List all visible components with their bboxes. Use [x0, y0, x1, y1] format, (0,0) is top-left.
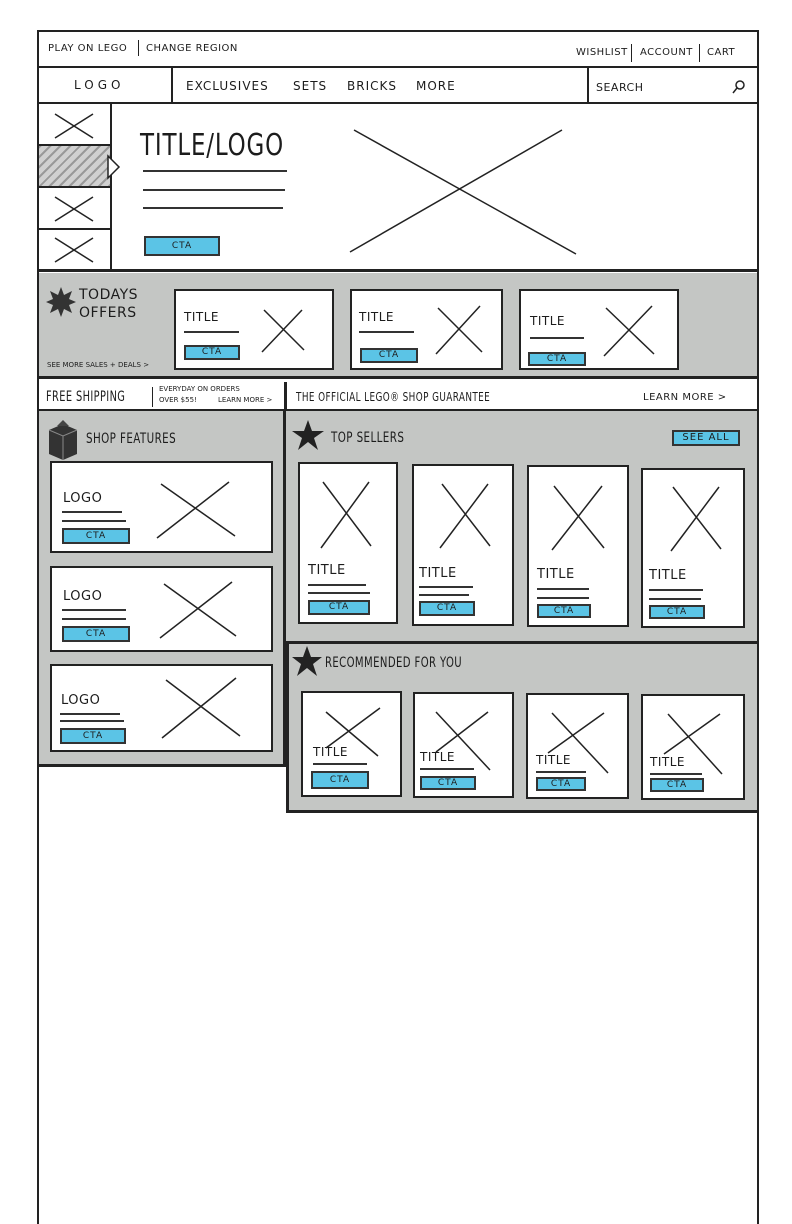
text-line: [184, 331, 239, 333]
text-line: [419, 586, 473, 588]
text-line: [62, 520, 126, 522]
free-shipping-label: FREE SHIPPING: [46, 389, 126, 405]
image-placeholder: [160, 582, 236, 638]
text-line: [62, 511, 122, 513]
text-line: [60, 720, 124, 722]
divider: [631, 44, 632, 62]
image-placeholder: [321, 482, 371, 548]
image-placeholder: [262, 308, 304, 352]
see-all-button[interactable]: SEE ALL: [672, 430, 740, 446]
guarantee-learn-more-link[interactable]: LEARN MORE >: [643, 392, 727, 403]
text-line: [530, 337, 584, 339]
card-title: TITLE: [530, 314, 565, 328]
text-line: [143, 189, 285, 191]
product-cta-button[interactable]: CTA: [420, 776, 476, 790]
hero-thumbnail[interactable]: [39, 230, 110, 270]
nav-bricks[interactable]: BRICKS: [347, 79, 397, 93]
shop-features-heading: SHOP FEATURES: [86, 431, 177, 447]
star-icon: [292, 646, 322, 676]
play-on-lego-link[interactable]: PLAY ON LEGO: [48, 43, 128, 54]
product-cta-button[interactable]: CTA: [537, 604, 591, 618]
guarantee-text: THE OFFICIAL LEGO® SHOP GUARANTEE: [296, 390, 491, 404]
wishlist-link[interactable]: WISHLIST: [576, 47, 628, 58]
image-placeholder: [552, 486, 604, 550]
text-line: [313, 763, 367, 765]
see-more-deals-link[interactable]: SEE MORE SALES + DEALS >: [47, 361, 150, 369]
cart-link[interactable]: CART: [707, 47, 736, 58]
star-icon: [292, 420, 324, 450]
nav-sets[interactable]: SETS: [293, 79, 328, 93]
shipping-detail-line2: OVER $55!: [159, 396, 197, 404]
card-title: TITLE: [184, 310, 219, 324]
image-placeholder: [604, 306, 654, 356]
image-placeholder: [671, 487, 721, 551]
hero-thumbnail[interactable]: [39, 188, 110, 230]
offer-cta-button[interactable]: CTA: [184, 345, 240, 360]
feature-cta-button[interactable]: CTA: [62, 626, 130, 642]
card-title: TITLE: [420, 750, 455, 764]
divider: [284, 382, 287, 411]
hero-image-placeholder: [350, 128, 578, 256]
text-line: [308, 584, 366, 586]
recommended-heading: RECOMMENDED FOR YOU: [325, 655, 463, 671]
site-logo[interactable]: LOGO: [74, 78, 125, 92]
divider: [110, 104, 112, 272]
feature-logo: LOGO: [61, 693, 101, 708]
shipping-detail-line1: EVERYDAY ON ORDERS: [159, 385, 240, 393]
product-cta-button[interactable]: CTA: [649, 605, 705, 619]
divider: [152, 387, 153, 407]
card-title: TITLE: [649, 568, 687, 583]
product-cta-button[interactable]: CTA: [308, 600, 370, 615]
product-cta-button[interactable]: CTA: [650, 778, 704, 792]
card-title: TITLE: [308, 563, 346, 578]
hero-thumbnail[interactable]: [39, 104, 110, 146]
nav-more[interactable]: MORE: [416, 79, 456, 93]
image-placeholder: [436, 306, 482, 354]
text-line: [62, 609, 126, 611]
offer-cta-button[interactable]: CTA: [360, 348, 418, 363]
divider: [138, 40, 139, 56]
offers-heading-line1: TODAYS: [79, 287, 139, 303]
offers-heading-line2: OFFERS: [79, 305, 137, 321]
text-line: [536, 771, 586, 773]
text-line: [60, 713, 120, 715]
card-title: TITLE: [537, 567, 575, 582]
divider: [699, 44, 700, 62]
text-line: [359, 331, 414, 333]
search-placeholder: SEARCH: [596, 81, 644, 94]
account-link[interactable]: ACCOUNT: [640, 47, 693, 58]
card-title: TITLE: [536, 753, 571, 767]
text-line: [143, 170, 287, 172]
image-placeholder: [162, 678, 240, 738]
text-line: [649, 589, 703, 591]
offer-cta-button[interactable]: CTA: [528, 352, 586, 366]
feature-cta-button[interactable]: CTA: [62, 528, 130, 544]
hero-thumbnail-active[interactable]: [39, 146, 110, 188]
top-sellers-heading: TOP SELLERS: [331, 430, 405, 446]
shipping-learn-more-link[interactable]: LEARN MORE >: [218, 396, 273, 404]
change-region-link[interactable]: CHANGE REGION: [146, 43, 238, 54]
text-line: [649, 598, 701, 600]
divider: [171, 68, 173, 104]
text-line: [62, 618, 126, 620]
product-cta-button[interactable]: CTA: [419, 601, 475, 616]
hero-cta-button[interactable]: CTA: [144, 236, 220, 256]
feature-logo: LOGO: [63, 589, 103, 604]
card-title: TITLE: [313, 745, 348, 759]
card-title: TITLE: [419, 566, 457, 581]
feature-logo: LOGO: [63, 491, 103, 506]
hero-title: TITLE/LOGO: [140, 128, 285, 163]
image-placeholder: [440, 484, 490, 548]
text-line: [143, 207, 283, 209]
card-title: TITLE: [650, 755, 685, 769]
text-line: [650, 773, 702, 775]
text-line: [537, 588, 589, 590]
product-cta-button[interactable]: CTA: [536, 777, 586, 791]
text-line: [308, 592, 370, 594]
text-line: [420, 768, 474, 770]
image-placeholder: [157, 482, 235, 538]
product-cta-button[interactable]: CTA: [311, 771, 369, 789]
starburst-icon: [46, 287, 76, 317]
search-icon[interactable]: [732, 79, 746, 95]
nav-exclusives[interactable]: EXCLUSIVES: [186, 79, 269, 93]
text-line: [537, 597, 589, 599]
gift-box-icon: [47, 420, 79, 462]
card-title: TITLE: [359, 310, 394, 324]
feature-cta-button[interactable]: CTA: [60, 728, 126, 744]
active-pointer-icon: [108, 156, 120, 178]
text-line: [419, 594, 469, 596]
